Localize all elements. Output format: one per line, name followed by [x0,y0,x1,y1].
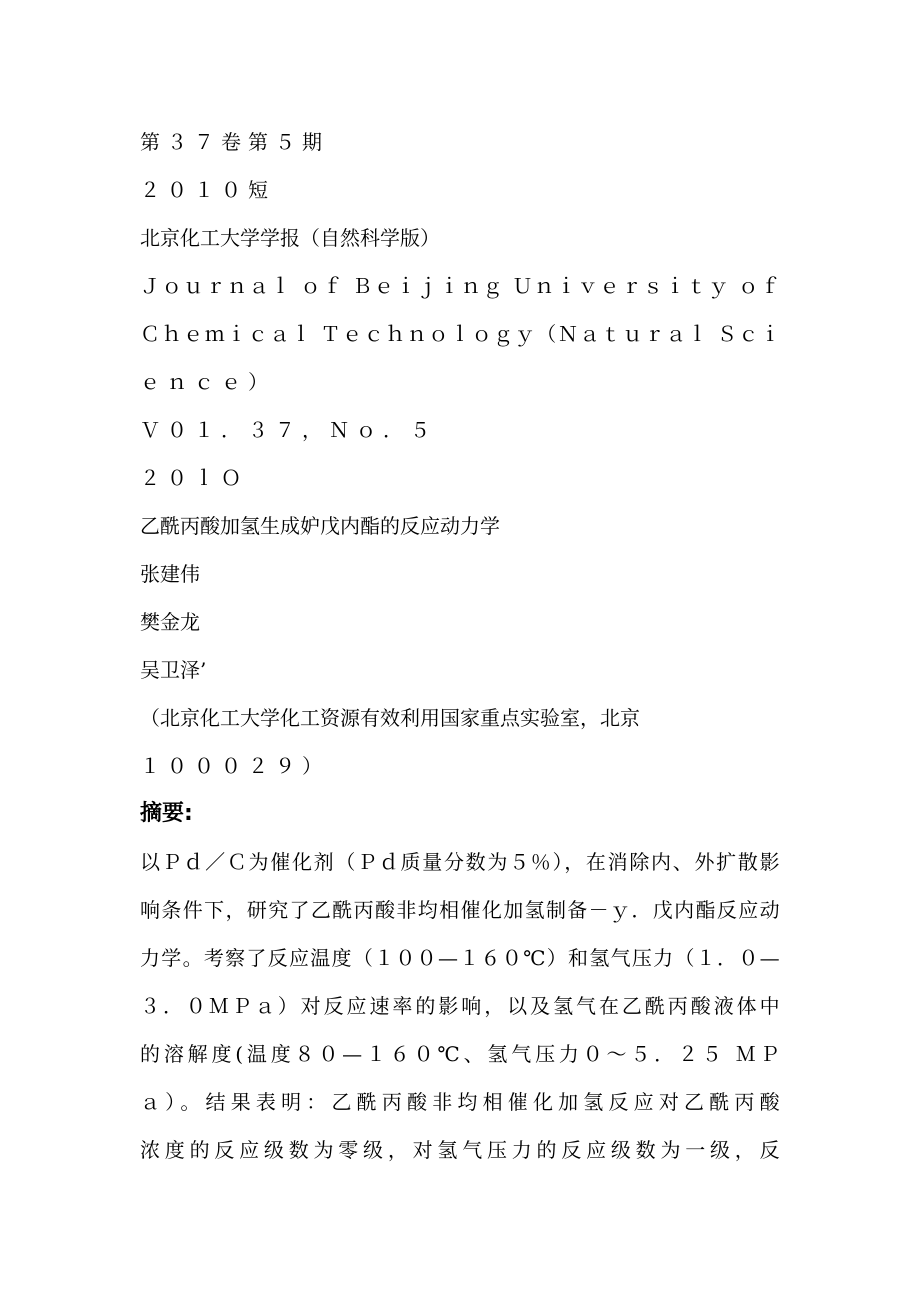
journal-title-en-line-3: ｅｎｃｅ） [140,370,275,394]
journal-title-en-line-2: Ｃｈｅｍｉｃａｌ Ｔｅｃｈｎｏｌｏｇｙ（Ｎａｔｕｒａｌ Ｓｃｉ [140,322,780,346]
document-page [140,118,780,1174]
affiliation-line-1: （北京化工大学化工资源有效利用国家重点实验室，北京 [140,706,640,730]
abstract-line-2: 响条件下，研究了乙酰丙酸非均相催化加氢制备－ｙ．戊内酯反应动 [140,898,780,922]
article-title: 乙酰丙酸加氢生成妒戊内酯的反应动力学 [140,514,500,538]
journal-title-cn: 北京化工大学学报（自然科学版） [140,226,440,250]
author-1: 张建伟 [140,562,200,586]
year-en: ２０ｌＯ [140,466,248,490]
abstract-line-3: 力学。考察了反应温度（１００—１６０℃）和氢气压力（１．０— [140,946,780,970]
author-3: 吴卫泽’ [140,658,207,682]
abstract-line-4: ３．０ＭＰａ）对反应速率的影响，以及氢气在乙酰丙酸液体中 [140,994,780,1018]
volume-en: Ｖ０１．３７，Ｎｏ．５ [140,418,437,442]
abstract-line-7: 浓度的反应级数为零级，对氢气压力的反应级数为一级，反 [140,1138,780,1162]
year-month: ２０１０短 [140,178,275,202]
author-2: 樊金龙 [140,610,200,634]
abstract-line-6: ａ）。结果表明：乙酰丙酸非均相催化加氢反应对乙酰丙酸 [140,1090,780,1114]
abstract-heading: 摘要: [140,801,193,826]
abstract-line-5: 的溶解度(温度８０—１６０℃、氢气压力０～５．２５ ＭＰ [140,1042,780,1066]
affiliation-line-2: １０００２９） [140,754,329,778]
abstract-body [140,838,780,1174]
volume-issue: 第３７卷第５期 [140,130,329,154]
abstract-line-1: 以Ｐｄ／Ｃ为催化剂（Ｐｄ质量分数为５％），在消除内、外扩散影 [140,850,780,874]
journal-title-en-line-1: Ｊｏｕｒｎａｌ ｏｆ Ｂｅｉｊｉｎｇ Ｕｎｉｖｅｒｓｉｔｙ ｏｆ [140,274,780,298]
